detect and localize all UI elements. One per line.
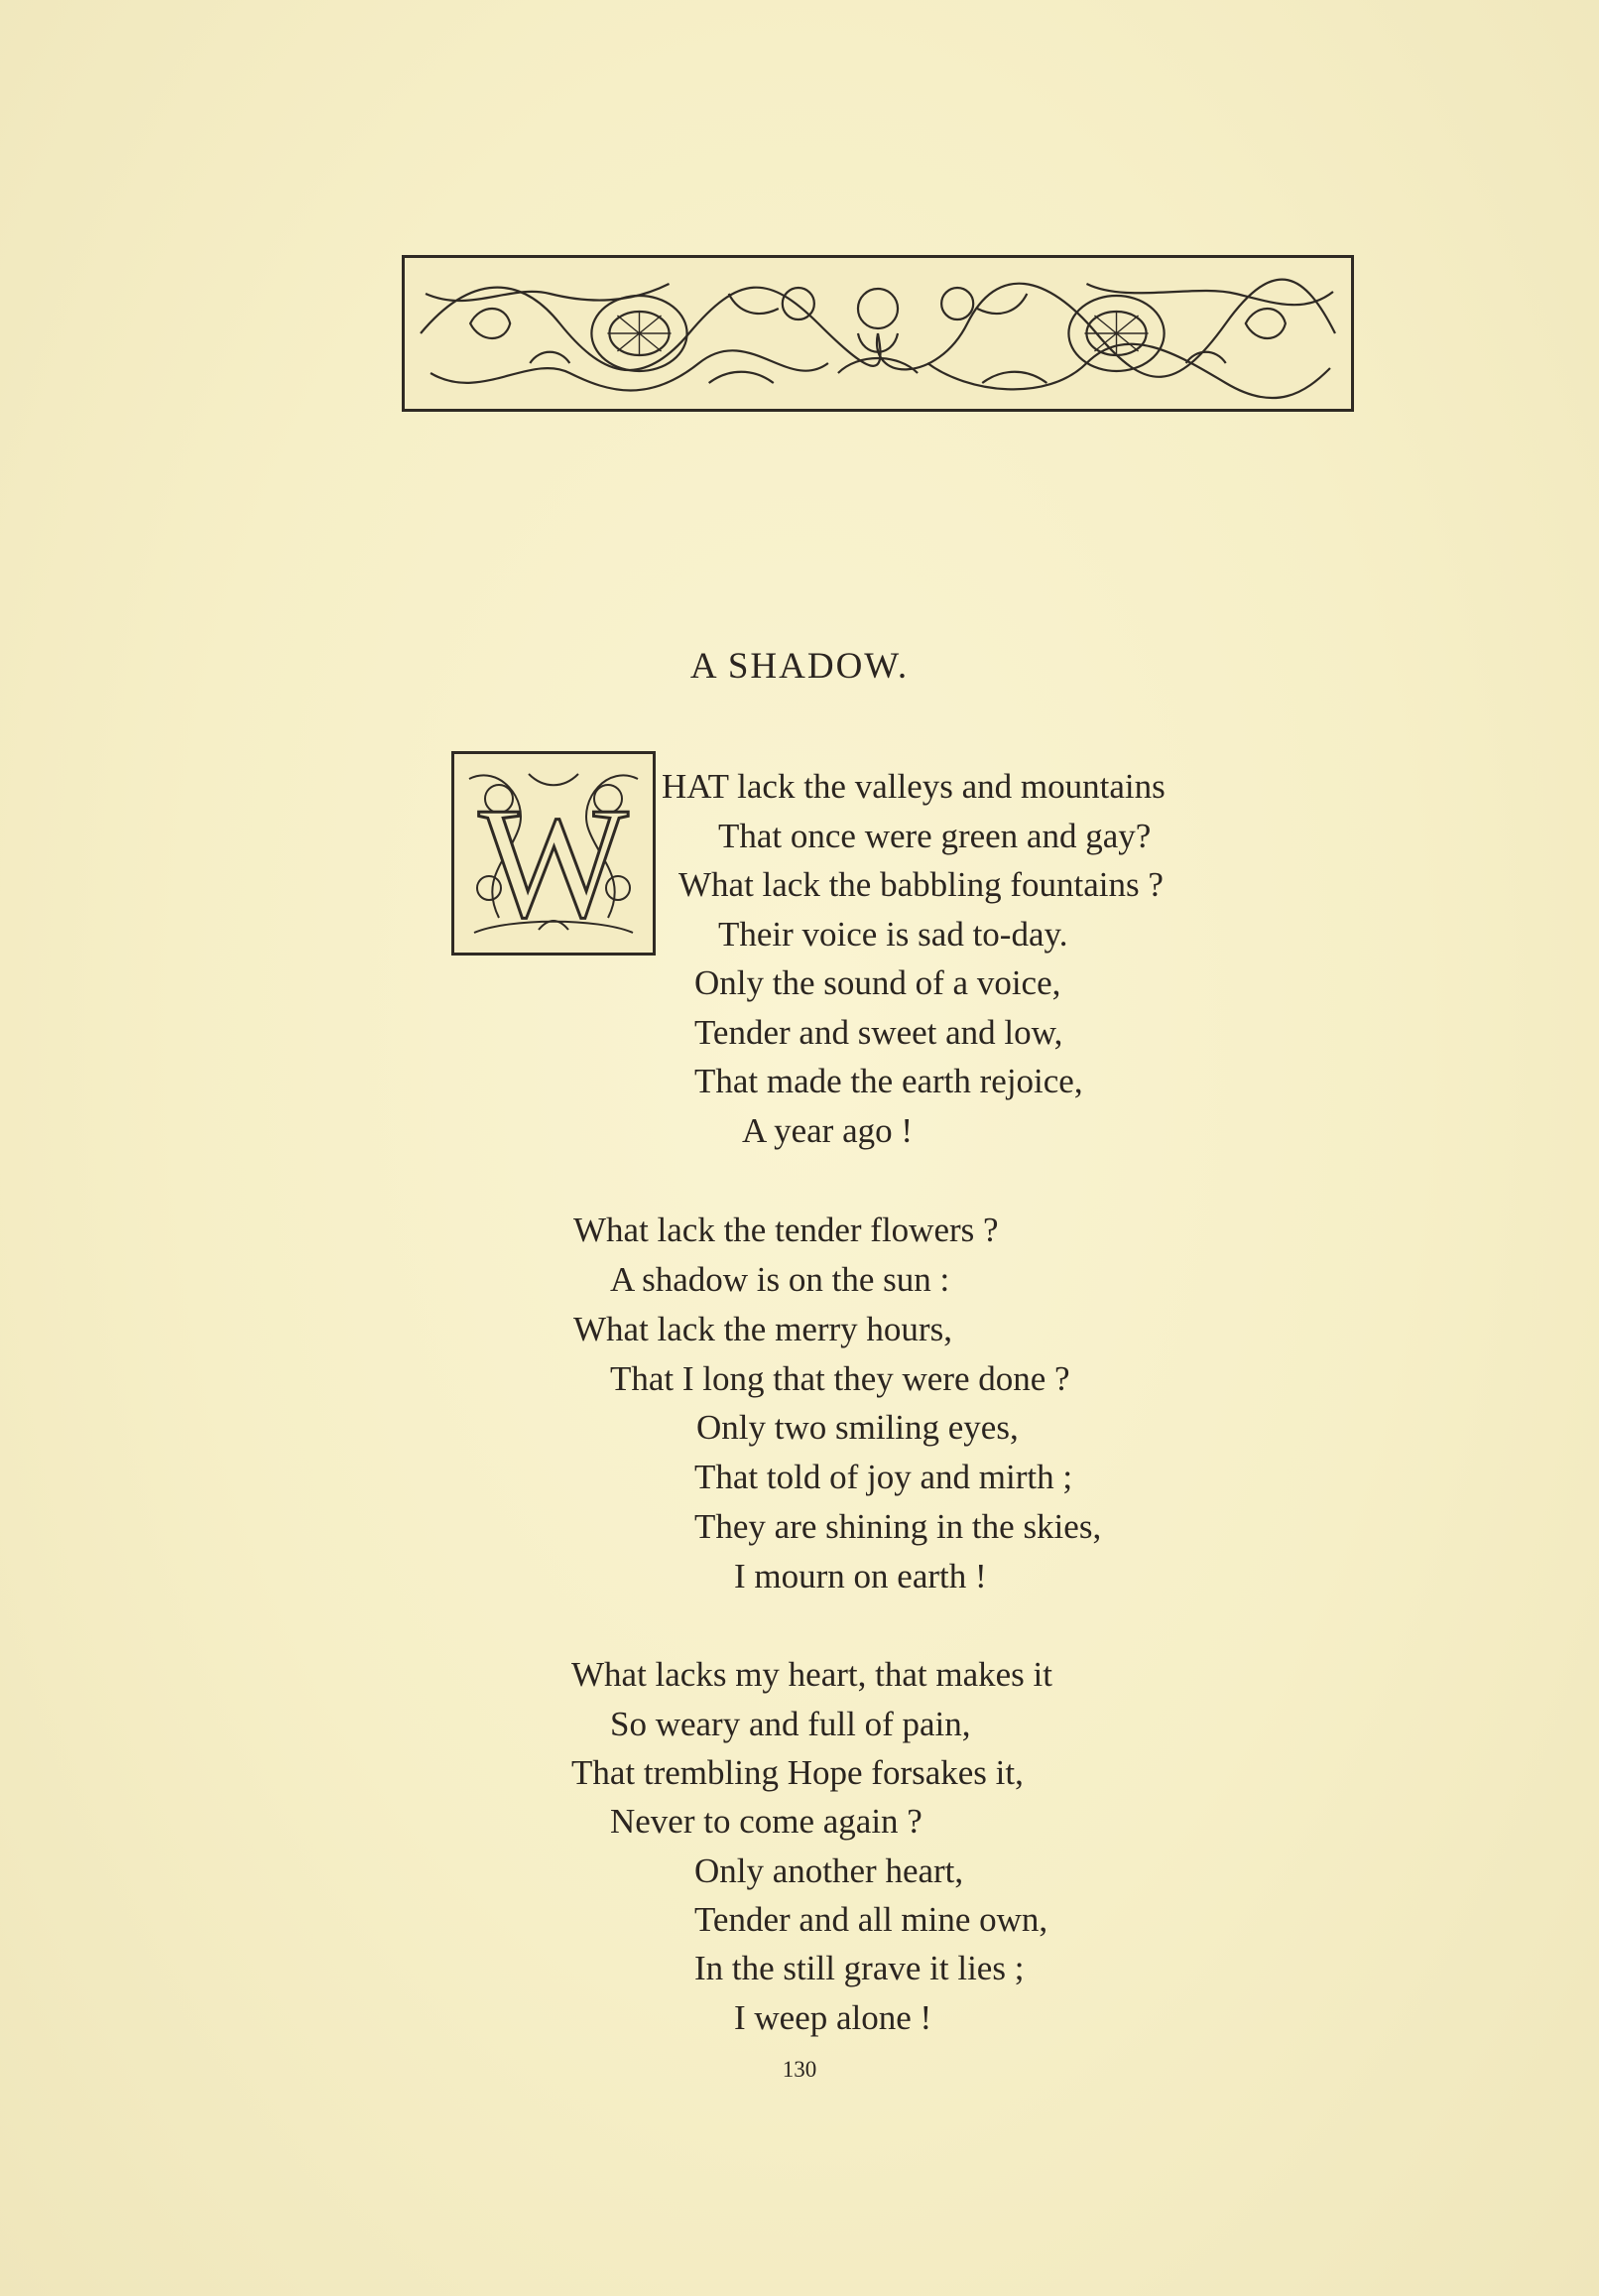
floral-headpiece — [402, 255, 1354, 412]
stanza-3-line-4: Never to come again ? — [610, 1802, 922, 1841]
stanza-1-line-2: That once were green and gay? — [718, 817, 1152, 855]
stanza-1-line-3: What lack the babbling fountains ? — [678, 865, 1164, 904]
stanza-3-line-5: Only another heart, — [694, 1851, 964, 1890]
poem-title: A SHADOW. — [689, 646, 910, 687]
stanza-1-line-6: Tender and sweet and low, — [694, 1013, 1063, 1052]
stanza-1-line-5: Only the sound of a voice, — [694, 963, 1061, 1002]
stanza-2-line-3: What lack the merry hours, — [573, 1310, 952, 1348]
stanza-3-line-6: Tender and all mine own, — [694, 1900, 1048, 1939]
stanza-3-line-7: In the still grave it lies ; — [694, 1949, 1025, 1987]
stanza-2-line-2: A shadow is on the sun : — [610, 1260, 950, 1299]
stanza-3-line-3: That trembling Hope forsakes it, — [571, 1753, 1024, 1792]
page-number: 130 — [782, 2057, 817, 2082]
stanza-2-line-4: That I long that they were done ? — [610, 1359, 1070, 1398]
stanza-1-line-1: HAT lack the valleys and mountains — [662, 767, 1166, 806]
stanza-2-line-7: They are shining in the skies, — [694, 1507, 1102, 1546]
stanza-1-line-4: Their voice is sad to-day. — [718, 915, 1068, 954]
stanza-2-line-8: I mourn on earth ! — [734, 1557, 987, 1595]
initial-letter: W — [478, 774, 629, 948]
stanza-2-line-1: What lack the tender flowers ? — [573, 1211, 999, 1249]
stanza-3-line-2: So weary and full of pain, — [610, 1705, 971, 1743]
stanza-1-line-7: That made the earth rejoice, — [694, 1062, 1083, 1100]
stanza-1-line-8: A year ago ! — [742, 1111, 914, 1150]
stanza-2-line-5: Only two smiling eyes, — [696, 1408, 1019, 1447]
stanza-2-line-6: That told of joy and mirth ; — [694, 1458, 1073, 1496]
stanza-3-line-8: I weep alone ! — [734, 1998, 932, 2037]
decorated-initial — [451, 751, 656, 956]
stanza-3-line-1: What lacks my heart, that makes it — [571, 1655, 1052, 1694]
